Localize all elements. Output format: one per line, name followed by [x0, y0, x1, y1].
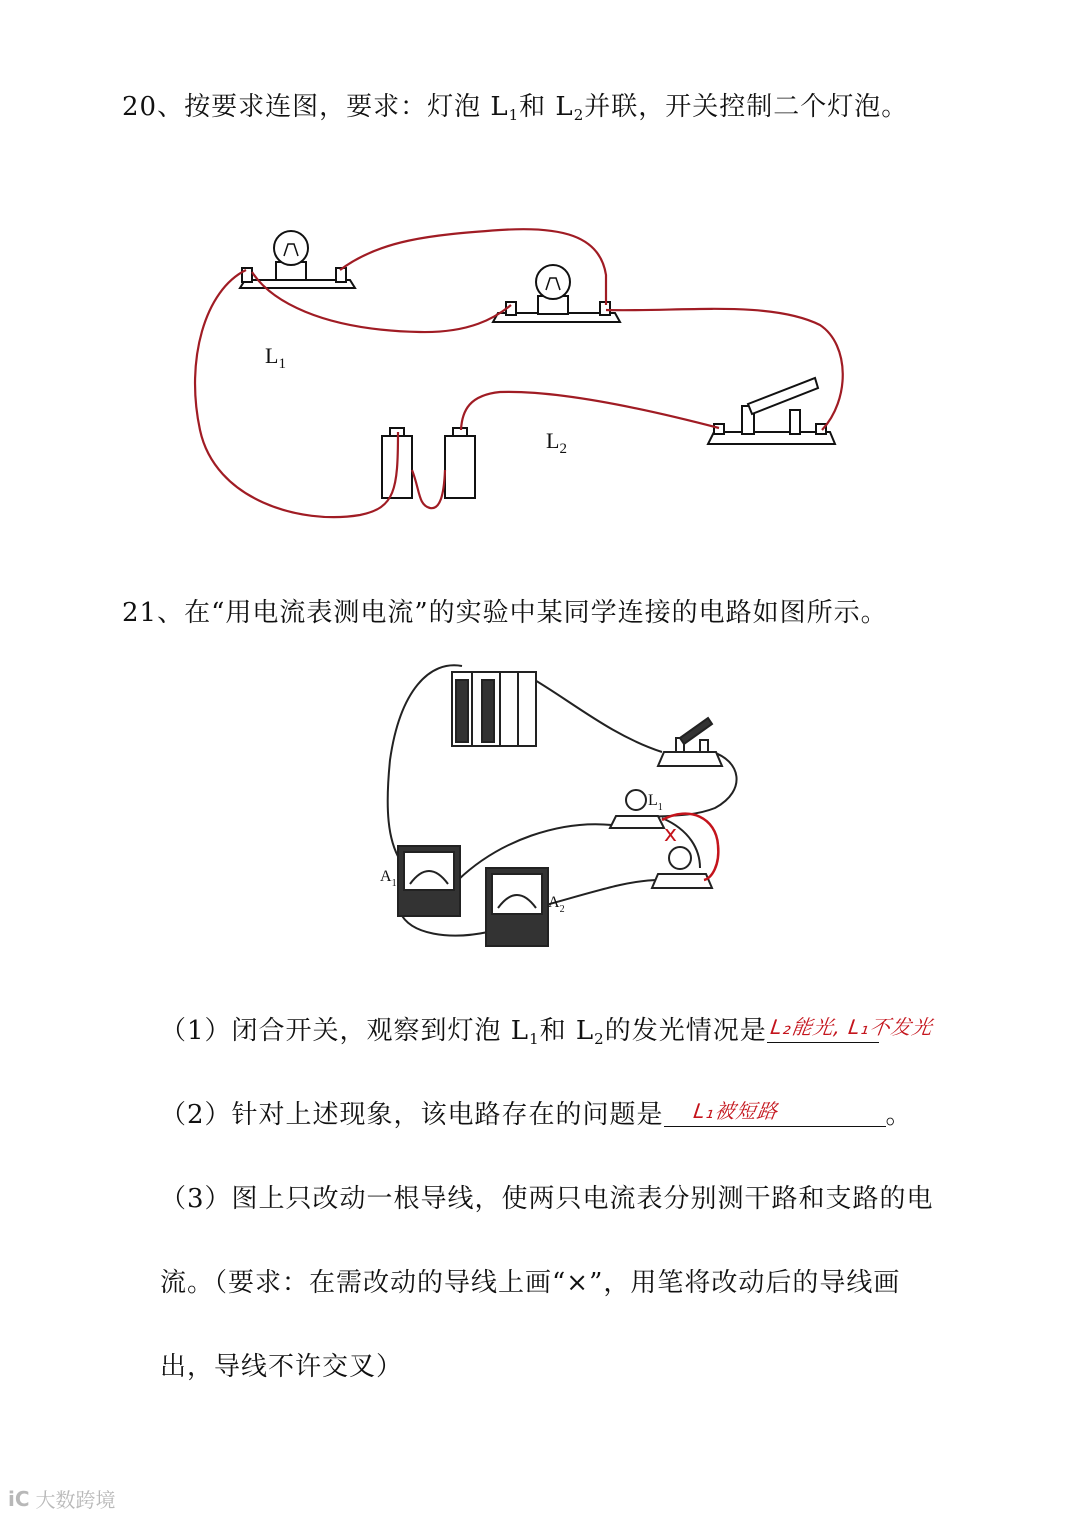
label-l2: $L_2$	[546, 428, 567, 457]
q20-sub2: 2	[573, 106, 585, 124]
q20-suffix: 并联，开关控制二个灯泡。	[584, 92, 909, 122]
q21-part3-line3: 出，导线不许交叉）	[160, 1352, 404, 1382]
battery-box	[452, 672, 536, 746]
q21-part2: （2）针对上述现象，该电路存在的问题是 L₁被短路 。	[160, 1094, 913, 1131]
label-bulb-q21: $L_1$	[648, 792, 663, 813]
watermark-text: 大数跨境	[35, 1488, 116, 1512]
label-a1: $A_1$	[380, 868, 397, 889]
bulb-l2-q21	[652, 847, 712, 888]
answer-blank-2[interactable]	[664, 1100, 886, 1127]
ammeter-a2	[486, 868, 548, 946]
label-l1: $L_1$	[265, 343, 286, 372]
handwritten-answer-1: L₂能光, L₁不发光	[768, 1015, 935, 1039]
q21-part1: （1）闭合开关，观察到灯泡 $L_1$和 $L_2$的发光情况是 L₂能光, L₁不发光	[160, 1010, 879, 1048]
switch-q21	[658, 718, 722, 766]
ammeter-a1	[398, 846, 460, 916]
label-a2: $A_2$	[548, 894, 565, 915]
q21-title: 21、在“用电流表测电流”的实验中某同学连接的电路如图所示。	[122, 598, 888, 628]
q20-sub1: 1	[508, 106, 520, 124]
watermark-logo-icon: iC	[8, 1486, 30, 1511]
q20-prefix: 20、按要求连图，要求：灯泡 L	[122, 92, 509, 122]
cross-mark: x	[664, 822, 678, 847]
watermark	[8, 1484, 116, 1513]
q21-part3-line1: （3）图上只改动一根导线，使两只电流表分别测干路和支路的电	[160, 1184, 934, 1214]
q20-mid: 和 L	[519, 92, 574, 122]
answer-blank-1[interactable]	[767, 1015, 935, 1043]
q21-part3-line2: 流。（要求：在需改动的导线上画“×”，用笔将改动后的导线画	[160, 1268, 901, 1298]
handwritten-answer-2: L₁被短路	[691, 1099, 780, 1123]
